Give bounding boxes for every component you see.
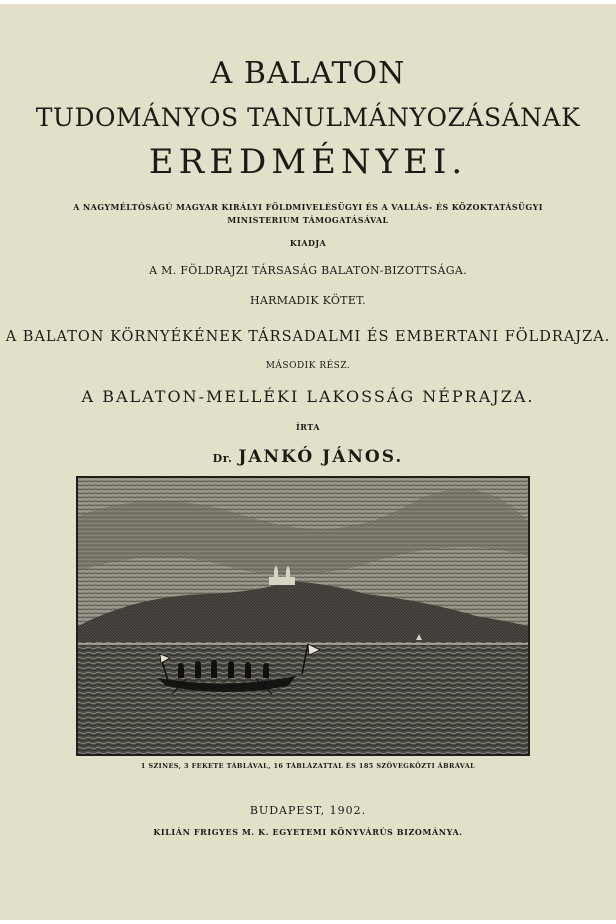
lake-balaton-engraving — [76, 476, 530, 756]
author-line — [0, 447, 616, 467]
publisher-name: A M. FÖLDRAJZI TÁRSASÁG BALATON-BIZOTTSÁGA. — [149, 264, 467, 277]
part-label: MÁSODIK RÉSZ. — [265, 361, 351, 371]
volume-label: HARMADIK KÖTET. — [250, 294, 366, 307]
title-line-3: EREDMÉNYEI. — [148, 142, 468, 182]
sponsor-line-1: A NAGYMÉLTÓSÁGÚ MAGYAR KIRÁLYI FÖLDMIVELÉSÜGYI ÉS A VALLÁS- ÉS KÖZOKTATÁSÜGYI — [73, 202, 543, 212]
sponsor-line-2: MINISTERIUM TÁMOGATÁSÁVAL — [227, 215, 389, 225]
author-prefix: Dr. — [212, 452, 233, 465]
lake-water — [78, 642, 528, 754]
author-label: ÍRTA — [296, 422, 320, 432]
title-line-2: TUDOMÁNYOS TANULMÁNYOZÁSÁNAK — [35, 103, 581, 132]
publisher-label: KIADJA — [289, 238, 327, 248]
book-title-page — [0, 4, 616, 920]
volume-title: A BALATON KÖRNYÉKÉNEK TÁRSADALMI ÉS EMBERTANI FÖLDRAJZA. — [5, 329, 611, 345]
author-name: JANKÓ JÁNOS. — [238, 447, 404, 467]
imprint-distributor: KILIÁN FRIGYES M. K. EGYETEMI KÖNYVÁRÚS BIZOMÁNYA. — [153, 827, 463, 837]
part-title: A BALATON-MELLÉKI LAKOSSÁG NÉPRAJZA. — [81, 387, 535, 406]
imprint-place-year: BUDAPEST, 1902. — [249, 804, 367, 817]
title-line-1: A BALATON — [210, 56, 406, 91]
illustration-caption: 1 SZINES, 3 FEKETE TÁBLÁVAL, 16 TÁBLÁZATTAL ÉS 185 SZÖVEGKÖZTI ÁBRÁVAL — [140, 762, 476, 770]
